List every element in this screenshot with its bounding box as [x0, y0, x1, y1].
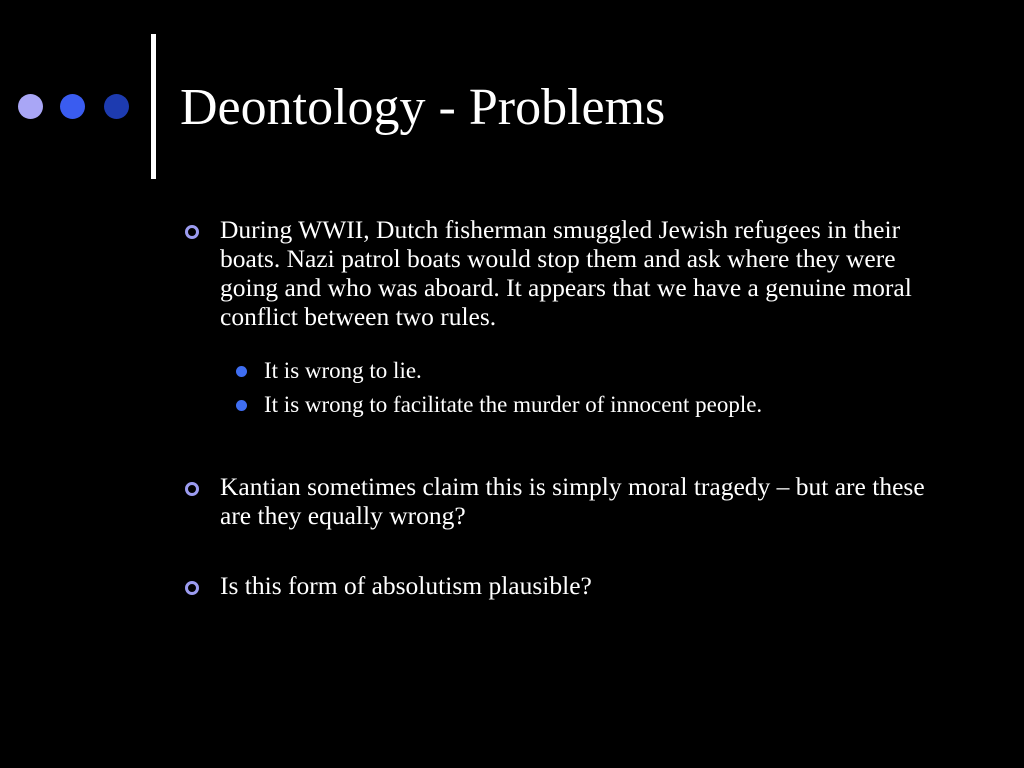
bullet-text: During WWII, Dutch fisherman smuggled Jewish refugees in their boats. Nazi patrol boats would stop them and ask where they were going and who was aboard. It appears that we have a genuine moral conflict between two rules.: [220, 215, 912, 331]
sub-bullet-item: [232, 388, 954, 422]
bullet-item: [184, 472, 954, 530]
sub-bullet-text: It is wrong to lie.: [264, 358, 422, 383]
ring-bullet-icon: [185, 225, 199, 239]
sub-bullet-item: [232, 354, 954, 388]
sub-bullet-list: [184, 354, 954, 422]
dot-icon: [60, 94, 85, 119]
ring-bullet-icon: [185, 482, 199, 496]
title-divider: [151, 34, 156, 179]
sub-bullet-text: It is wrong to facilitate the murder of innocent people.: [264, 392, 763, 417]
bullet-item: [184, 571, 954, 600]
filled-dot-bullet-icon: [236, 400, 247, 411]
slide-body: [184, 215, 954, 600]
bullet-text: Kantian sometimes claim this is simply moral tragedy – but are these are they equally wrong?: [220, 472, 925, 530]
slide-title: Deontology - Problems: [180, 79, 666, 136]
dot-icon: [18, 94, 43, 119]
filled-dot-bullet-icon: [236, 366, 247, 377]
bullet-item: [184, 215, 954, 331]
bullet-text: Is this form of absolutism plausible?: [220, 571, 592, 600]
ring-bullet-icon: [185, 581, 199, 595]
title-decoration-dots: [18, 94, 134, 120]
dot-icon: [104, 94, 129, 119]
